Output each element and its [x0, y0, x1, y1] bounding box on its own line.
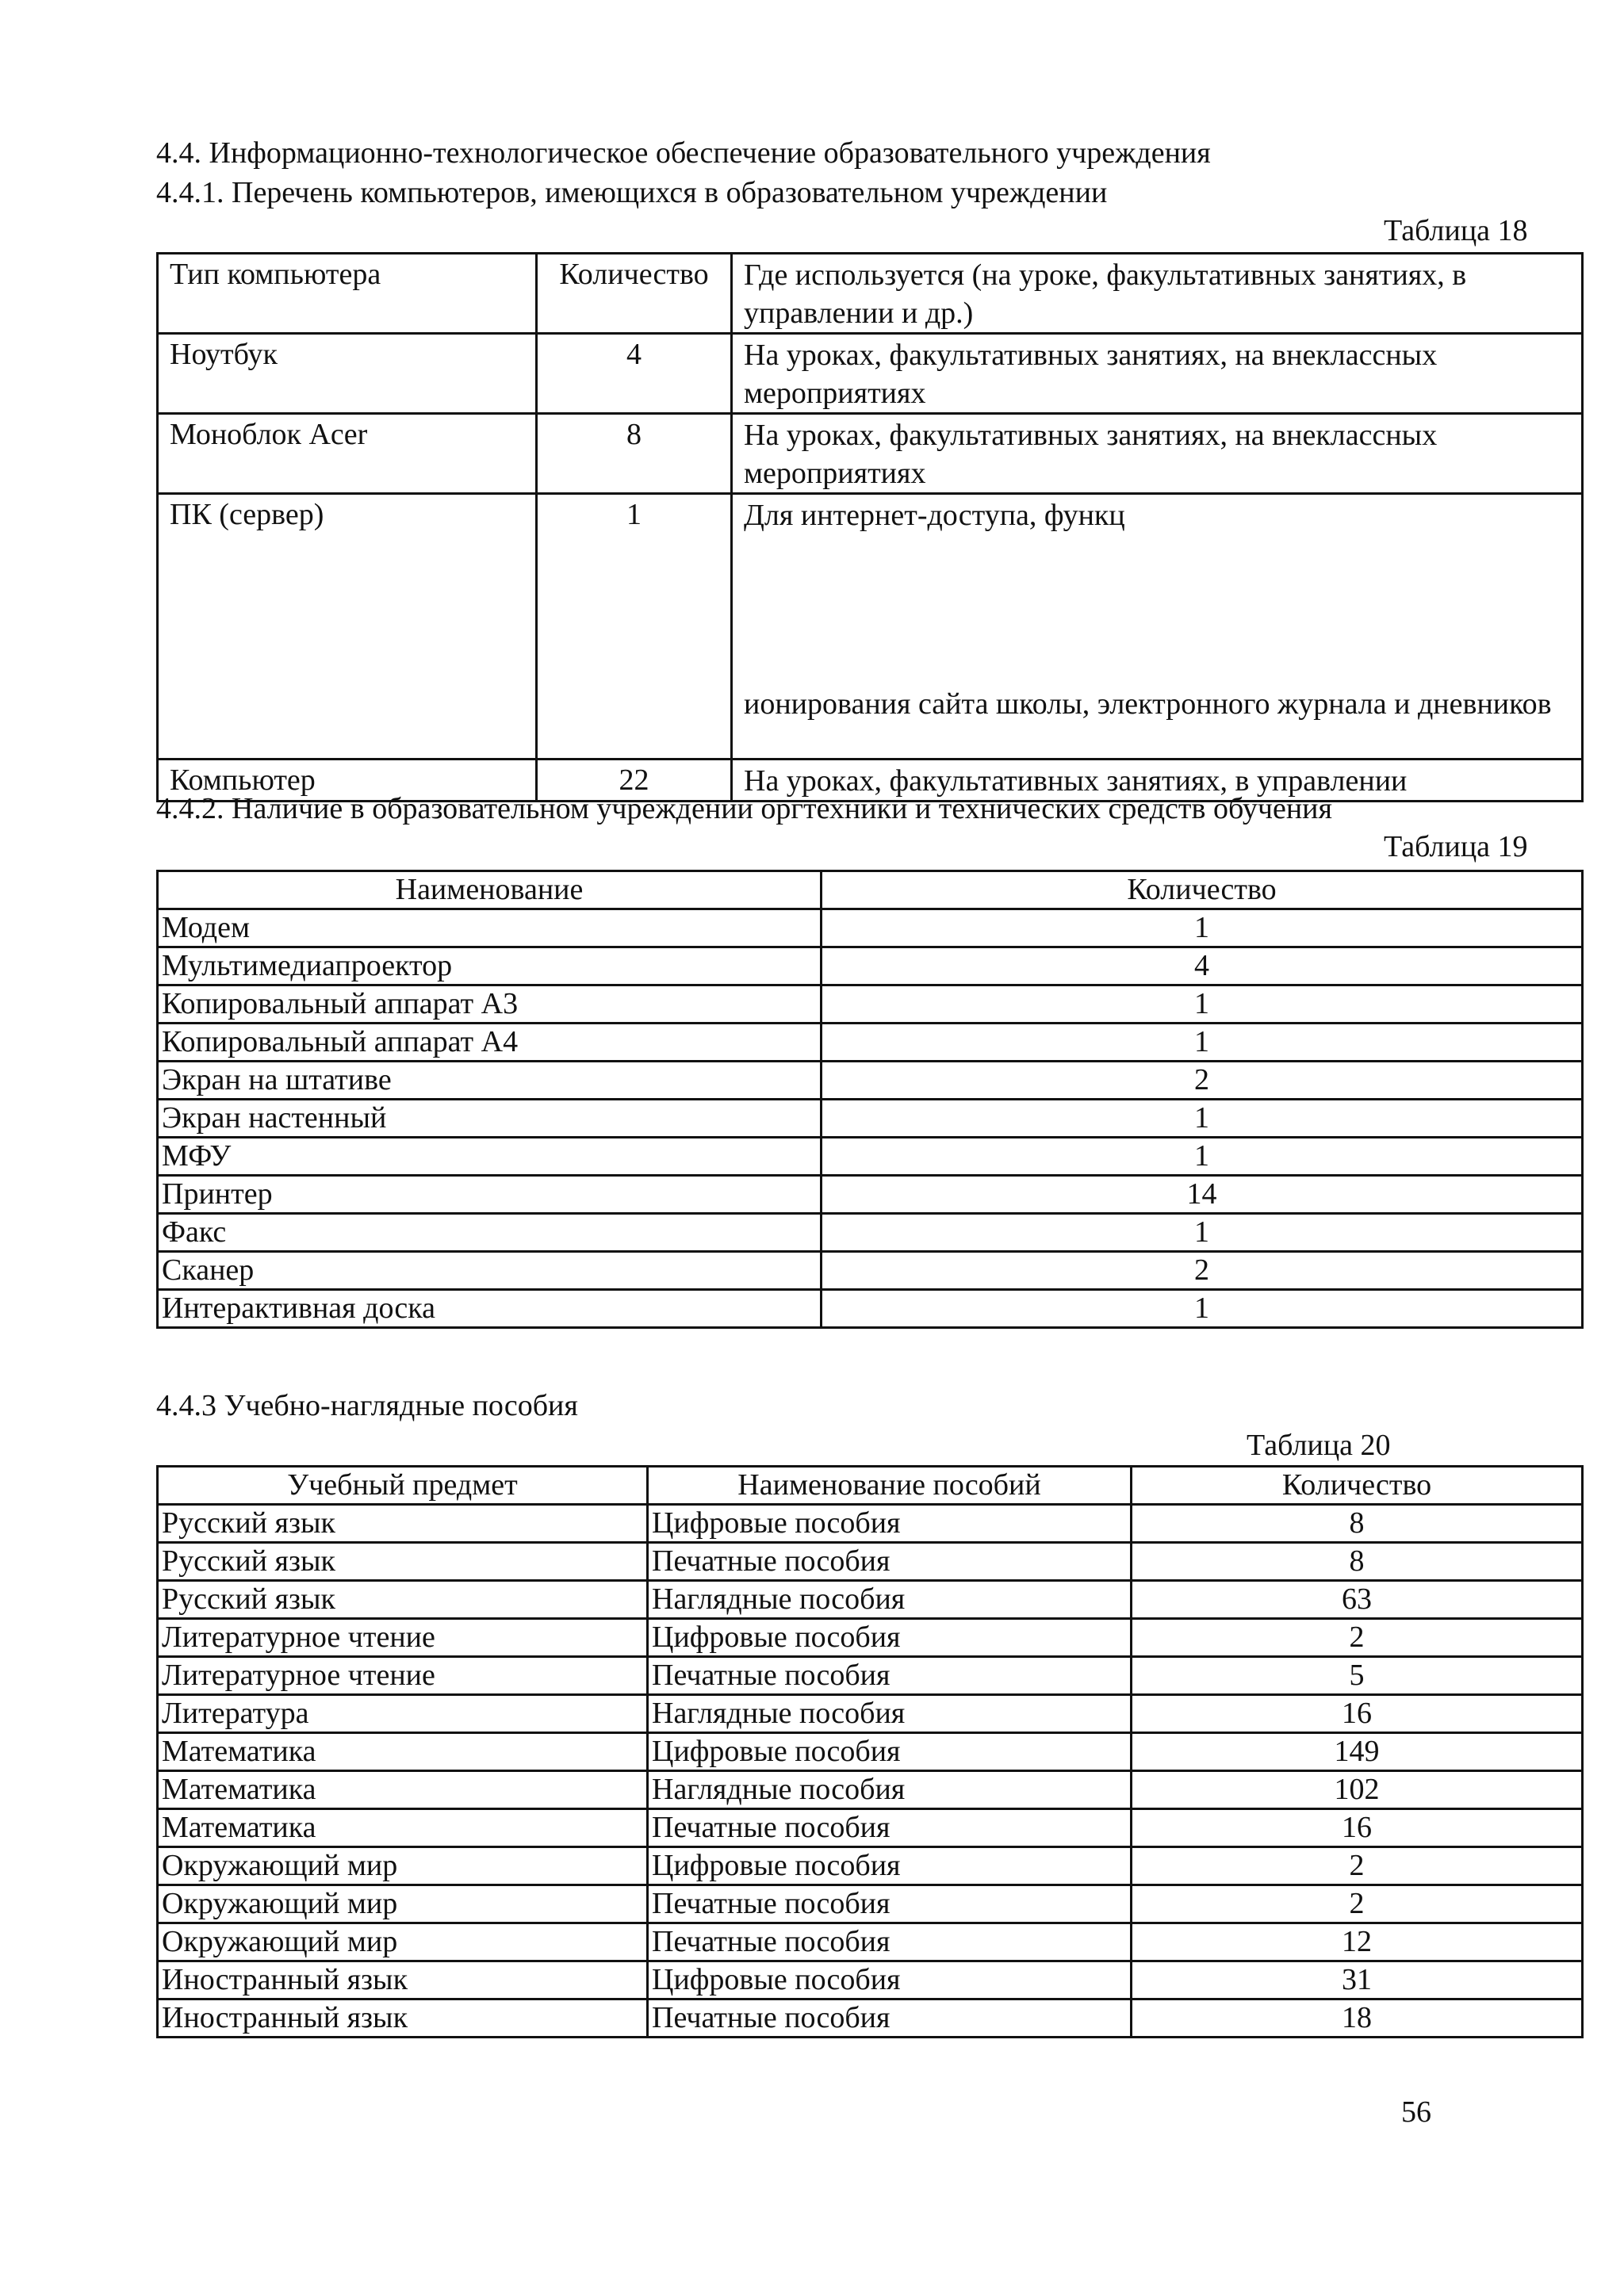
table-row	[158, 1809, 1583, 1847]
computer-usage	[732, 494, 1583, 760]
aid-name: Цифровые пособия	[648, 1733, 1132, 1771]
aid-name: Печатные пособия	[648, 1885, 1132, 1923]
equipment-qty: 4	[822, 947, 1583, 985]
computers-table	[156, 252, 1584, 802]
table-row	[158, 1619, 1583, 1657]
equipment-name: Копировальный аппарат А4	[158, 1024, 822, 1062]
subject-name: Литературное чтение	[158, 1657, 648, 1695]
aid-qty: 16	[1132, 1809, 1583, 1847]
aid-qty: 63	[1132, 1581, 1583, 1619]
equipment-qty: 1	[822, 1214, 1583, 1252]
table-row	[158, 1847, 1583, 1885]
table-row	[158, 1290, 1583, 1328]
aid-qty: 2	[1132, 1619, 1583, 1657]
subject-name: Литература	[158, 1695, 648, 1733]
computer-qty: 1	[537, 494, 732, 760]
subject-name: Литературное чтение	[158, 1619, 648, 1657]
table-row	[158, 1062, 1583, 1100]
usage-text-part-1: Для интернет-доступа, функц	[744, 499, 1125, 532]
computer-type: Компьютер	[158, 760, 537, 802]
table-row	[158, 494, 1583, 760]
subject-name: Русский язык	[158, 1543, 648, 1581]
computer-qty: 22	[537, 760, 732, 802]
equipment-name: Экран настенный	[158, 1100, 822, 1138]
table-row	[158, 947, 1583, 985]
header-cell: Тип компьютера	[158, 254, 537, 334]
aid-name: Цифровые пособия	[648, 1847, 1132, 1885]
subject-name: Русский язык	[158, 1581, 648, 1619]
equipment-name: Факс	[158, 1214, 822, 1252]
equipment-qty: 2	[822, 1252, 1583, 1290]
table-row	[158, 1733, 1583, 1771]
subsection-title-equipment: 4.4.2. Наличие в образовательном учреждении оргтехники и технических средств обучения	[156, 792, 1332, 825]
aid-name: Цифровые пособия	[648, 1619, 1132, 1657]
aid-name: Цифровые пособия	[648, 1505, 1132, 1543]
table-18-caption: Таблица 18	[1384, 214, 1528, 247]
aid-qty: 18	[1132, 1999, 1583, 2038]
equipment-qty: 1	[822, 909, 1583, 947]
subject-name: Окружающий мир	[158, 1847, 648, 1885]
aid-qty: 31	[1132, 1961, 1583, 1999]
section-title: 4.4. Информационно-технологическое обеспечение образовательного учреждения	[156, 136, 1211, 170]
aid-name: Наглядные пособия	[648, 1771, 1132, 1809]
header-cell: Наименование пособий	[648, 1467, 1132, 1505]
usage-text-part-2: ионирования сайта школы, электронного журнала и дневников	[744, 687, 1552, 721]
computer-usage: На уроках, факультативных занятиях, на внеклассных мероприятиях	[732, 334, 1583, 414]
equipment-table	[156, 870, 1584, 1329]
header-cell: Количество	[822, 871, 1583, 909]
table-row	[158, 1657, 1583, 1695]
equipment-qty: 1	[822, 1290, 1583, 1328]
computer-type: Моноблок Acer	[158, 414, 537, 494]
aid-name: Печатные пособия	[648, 1657, 1132, 1695]
table-row	[158, 1505, 1583, 1543]
table-row	[158, 1771, 1583, 1809]
aid-qty: 2	[1132, 1847, 1583, 1885]
subject-name: Окружающий мир	[158, 1885, 648, 1923]
header-cell: Количество	[537, 254, 732, 334]
aid-qty: 5	[1132, 1657, 1583, 1695]
computer-usage: На уроках, факультативных занятиях, на внеклассных мероприятиях	[732, 414, 1583, 494]
computer-qty: 8	[537, 414, 732, 494]
computer-usage: На уроках, факультативных занятиях, в управлении	[732, 760, 1583, 802]
subsection-title-computers: 4.4.1. Перечень компьютеров, имеющихся в образовательном учреждении	[156, 176, 1108, 209]
equipment-qty: 14	[822, 1176, 1583, 1214]
aid-qty: 16	[1132, 1695, 1583, 1733]
page-number: 56	[1401, 2095, 1431, 2129]
table-row	[158, 1581, 1583, 1619]
header-cell: Количество	[1132, 1467, 1583, 1505]
table-header-row	[158, 254, 1583, 334]
aid-name: Наглядные пособия	[648, 1695, 1132, 1733]
table-row	[158, 1695, 1583, 1733]
subsection-title-teaching-aids: 4.4.3 Учебно-наглядные пособия	[156, 1389, 578, 1422]
aid-qty: 12	[1132, 1923, 1583, 1961]
aid-qty: 102	[1132, 1771, 1583, 1809]
subject-name: Иностранный язык	[158, 1961, 648, 1999]
table-row	[158, 1999, 1583, 2038]
header-cell: Где используется (на уроке, факультативных занятиях, в управлении и др.)	[732, 254, 1583, 334]
computer-qty: 4	[537, 334, 732, 414]
table-19-caption: Таблица 19	[1384, 830, 1528, 863]
subject-name: Математика	[158, 1733, 648, 1771]
subject-name: Иностранный язык	[158, 1999, 648, 2038]
table-row	[158, 334, 1583, 414]
equipment-name: Экран на штативе	[158, 1062, 822, 1100]
subject-name: Русский язык	[158, 1505, 648, 1543]
aid-qty: 149	[1132, 1733, 1583, 1771]
aid-qty: 8	[1132, 1505, 1583, 1543]
table-header-row	[158, 1467, 1583, 1505]
equipment-name: Принтер	[158, 1176, 822, 1214]
equipment-name: Копировальный аппарат А3	[158, 985, 822, 1024]
table-row	[158, 1961, 1583, 1999]
table-row	[158, 1885, 1583, 1923]
teaching-aids-table	[156, 1465, 1584, 2038]
aid-name: Печатные пособия	[648, 1923, 1132, 1961]
subject-name: Математика	[158, 1771, 648, 1809]
aid-name: Наглядные пособия	[648, 1581, 1132, 1619]
header-cell: Учебный предмет	[158, 1467, 648, 1505]
aid-name: Печатные пособия	[648, 1999, 1132, 2038]
header-cell: Наименование	[158, 871, 822, 909]
computer-type: ПК (сервер)	[158, 494, 537, 760]
table-row	[158, 1543, 1583, 1581]
aid-name: Печатные пособия	[648, 1809, 1132, 1847]
table-row	[158, 414, 1583, 494]
equipment-qty: 1	[822, 1138, 1583, 1176]
equipment-name: Мультимедиапроектор	[158, 947, 822, 985]
equipment-qty: 1	[822, 985, 1583, 1024]
table-row	[158, 1252, 1583, 1290]
table-20-caption: Таблица 20	[1247, 1429, 1391, 1462]
aid-name: Цифровые пособия	[648, 1961, 1132, 1999]
table-row	[158, 1100, 1583, 1138]
subject-name: Окружающий мир	[158, 1923, 648, 1961]
subject-name: Математика	[158, 1809, 648, 1847]
table-row	[158, 1923, 1583, 1961]
equipment-qty: 2	[822, 1062, 1583, 1100]
table-row	[158, 1176, 1583, 1214]
equipment-name: Модем	[158, 909, 822, 947]
computer-type: Ноутбук	[158, 334, 537, 414]
aid-qty: 8	[1132, 1543, 1583, 1581]
equipment-qty: 1	[822, 1024, 1583, 1062]
table-header-row	[158, 871, 1583, 909]
table-row	[158, 985, 1583, 1024]
table-row	[158, 1214, 1583, 1252]
equipment-name: МФУ	[158, 1138, 822, 1176]
equipment-qty: 1	[822, 1100, 1583, 1138]
table-row	[158, 1138, 1583, 1176]
equipment-name: Интерактивная доска	[158, 1290, 822, 1328]
table-row	[158, 1024, 1583, 1062]
table-row	[158, 909, 1583, 947]
aid-name: Печатные пособия	[648, 1543, 1132, 1581]
equipment-name: Сканер	[158, 1252, 822, 1290]
aid-qty: 2	[1132, 1885, 1583, 1923]
